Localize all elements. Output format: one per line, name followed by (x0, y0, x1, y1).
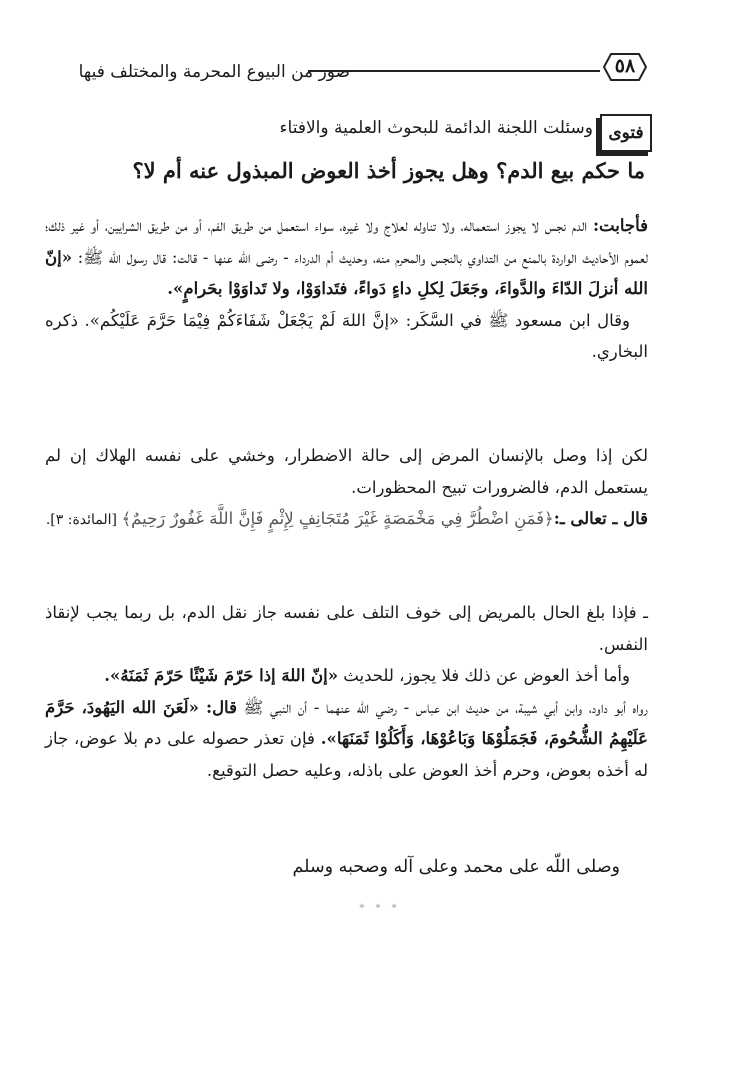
answer-text: رواه أبو داود، وابن أبي شيبة، من حديث ابن عباس - رضي اللّه عنهما - أن النبي ﷺ (236, 697, 648, 717)
answer-text: فإن تعذر حصوله على دم بلا عوض، جاز له أخذه بعوض، وحرم أخذ العوض على باذله، وعليه حصل التوقيع. (45, 729, 648, 780)
running-title: صور من البيوع المحرمة والمختلف فيها (78, 62, 350, 82)
page-number-frame (603, 52, 647, 82)
closing-prayer: وصلى اللّه على محمد وعلى آله وصحبه وسلم (292, 857, 620, 877)
verse-reference: [المائدة: ٣]. (45, 512, 122, 528)
fatwa-source: وسئلت اللجنة الدائمة للبحوث العلمية والافتاء (279, 118, 593, 138)
hadith-quote: «إنَّ اللهَ لَمْ يَجْعَلْ شَفَاءَكُمْ فِيْمَا حَرَّمَ عَلَيْكُم». (84, 310, 400, 330)
question: ما حكم بيع الدم؟ وهل يجوز أخذ العوض المبذول عنه أم لا؟ (132, 158, 645, 183)
hadith-quote: «إنّ اللهَ إذا حَرّمَ شَيْئًا حَرّمَ ثَمَنَهُ». (104, 666, 339, 685)
section-divider: * * * (359, 903, 401, 914)
header-rule (308, 70, 600, 72)
answer-paragraph-7 (45, 692, 648, 787)
answer-text: الدم نجس لا يجوز استعماله، ولا تناوله لعلاج ولا غيره، سواء استعمل من طريق الفم، أو من طريق الشرايين، أو غير ذلك؛ لعموم الأحاديث الواردة بالمنع من التداوي بالنجس والمحرم منه، وحديث أم الدرداء - رضى اللّه عنها - قالت: قال رسول اللّه ﷺ: (45, 216, 648, 267)
answer-text: ذكره البخاري. (45, 310, 648, 361)
answer-paragraph-3 (45, 440, 648, 503)
answer-paragraph-4 (45, 503, 648, 537)
answer-text: ـ فإذا بلغ الحال بالمريض إلى خوف التلف على نفسه جاز نقل الدم، بل ربما يجب لإنقاذ النفس. (45, 603, 648, 654)
page-number: ٥٨ (614, 55, 636, 77)
answer-block-1 (45, 210, 648, 368)
answer-paragraph-6 (45, 660, 648, 692)
hadith-quote: «إنّ الله أنزلَ الدّاءَ والدَّواءَ، وجَعَلَ لِكلِ داءٍ دَواءً، فتَداوَوْا، ولا تَداوَوْا بحَرامٍ». (45, 247, 648, 298)
answer-paragraph-1 (45, 210, 648, 305)
answer-block-2 (45, 440, 648, 537)
answer-lead: قال ـ تعالى ـ: (553, 509, 648, 528)
quran-verse: ﴿فَمَنِ اضْطُرَّ فِي مَخْمَصَةٍ غَيْرَ مُتَجَانِفٍ لِإِثْمٍ فَإِنَّ اللَّهَ غَفُورٌ رَحِيمٌ﴾ (121, 509, 554, 528)
answer-lead: فأجابت: (592, 216, 648, 235)
answer-text: وقال ابن مسعود ﷺ في السَّكَر: (399, 310, 630, 330)
answer-block-3 (45, 597, 648, 786)
hadith-quote: «لَعَنَ الله اليَهُودَ، حَرَّمَ عَلَيْهِمُ الشُّحُومَ، فَجَمَلُوْهَا وَبَاعُوْهَا، وَأَكَلُوْا ثَمَنَهَا». (45, 697, 648, 748)
answer-lead: قال: (198, 697, 237, 717)
answer-paragraph-2 (45, 305, 648, 368)
answer-text: وأما أخذ العوض عن ذلك فلا يجوز، للحديث (338, 666, 630, 685)
answer-paragraph-5 (45, 597, 648, 660)
answer-text: لكن إذا وصل بالإنسان المرض إلى حالة الاضطرار، وخشي على نفسه الهلاك إن لم يستعمل الدم، فالضرورات تبيح المحظورات. (45, 446, 648, 497)
fatwa-label: فتوى (600, 114, 652, 152)
